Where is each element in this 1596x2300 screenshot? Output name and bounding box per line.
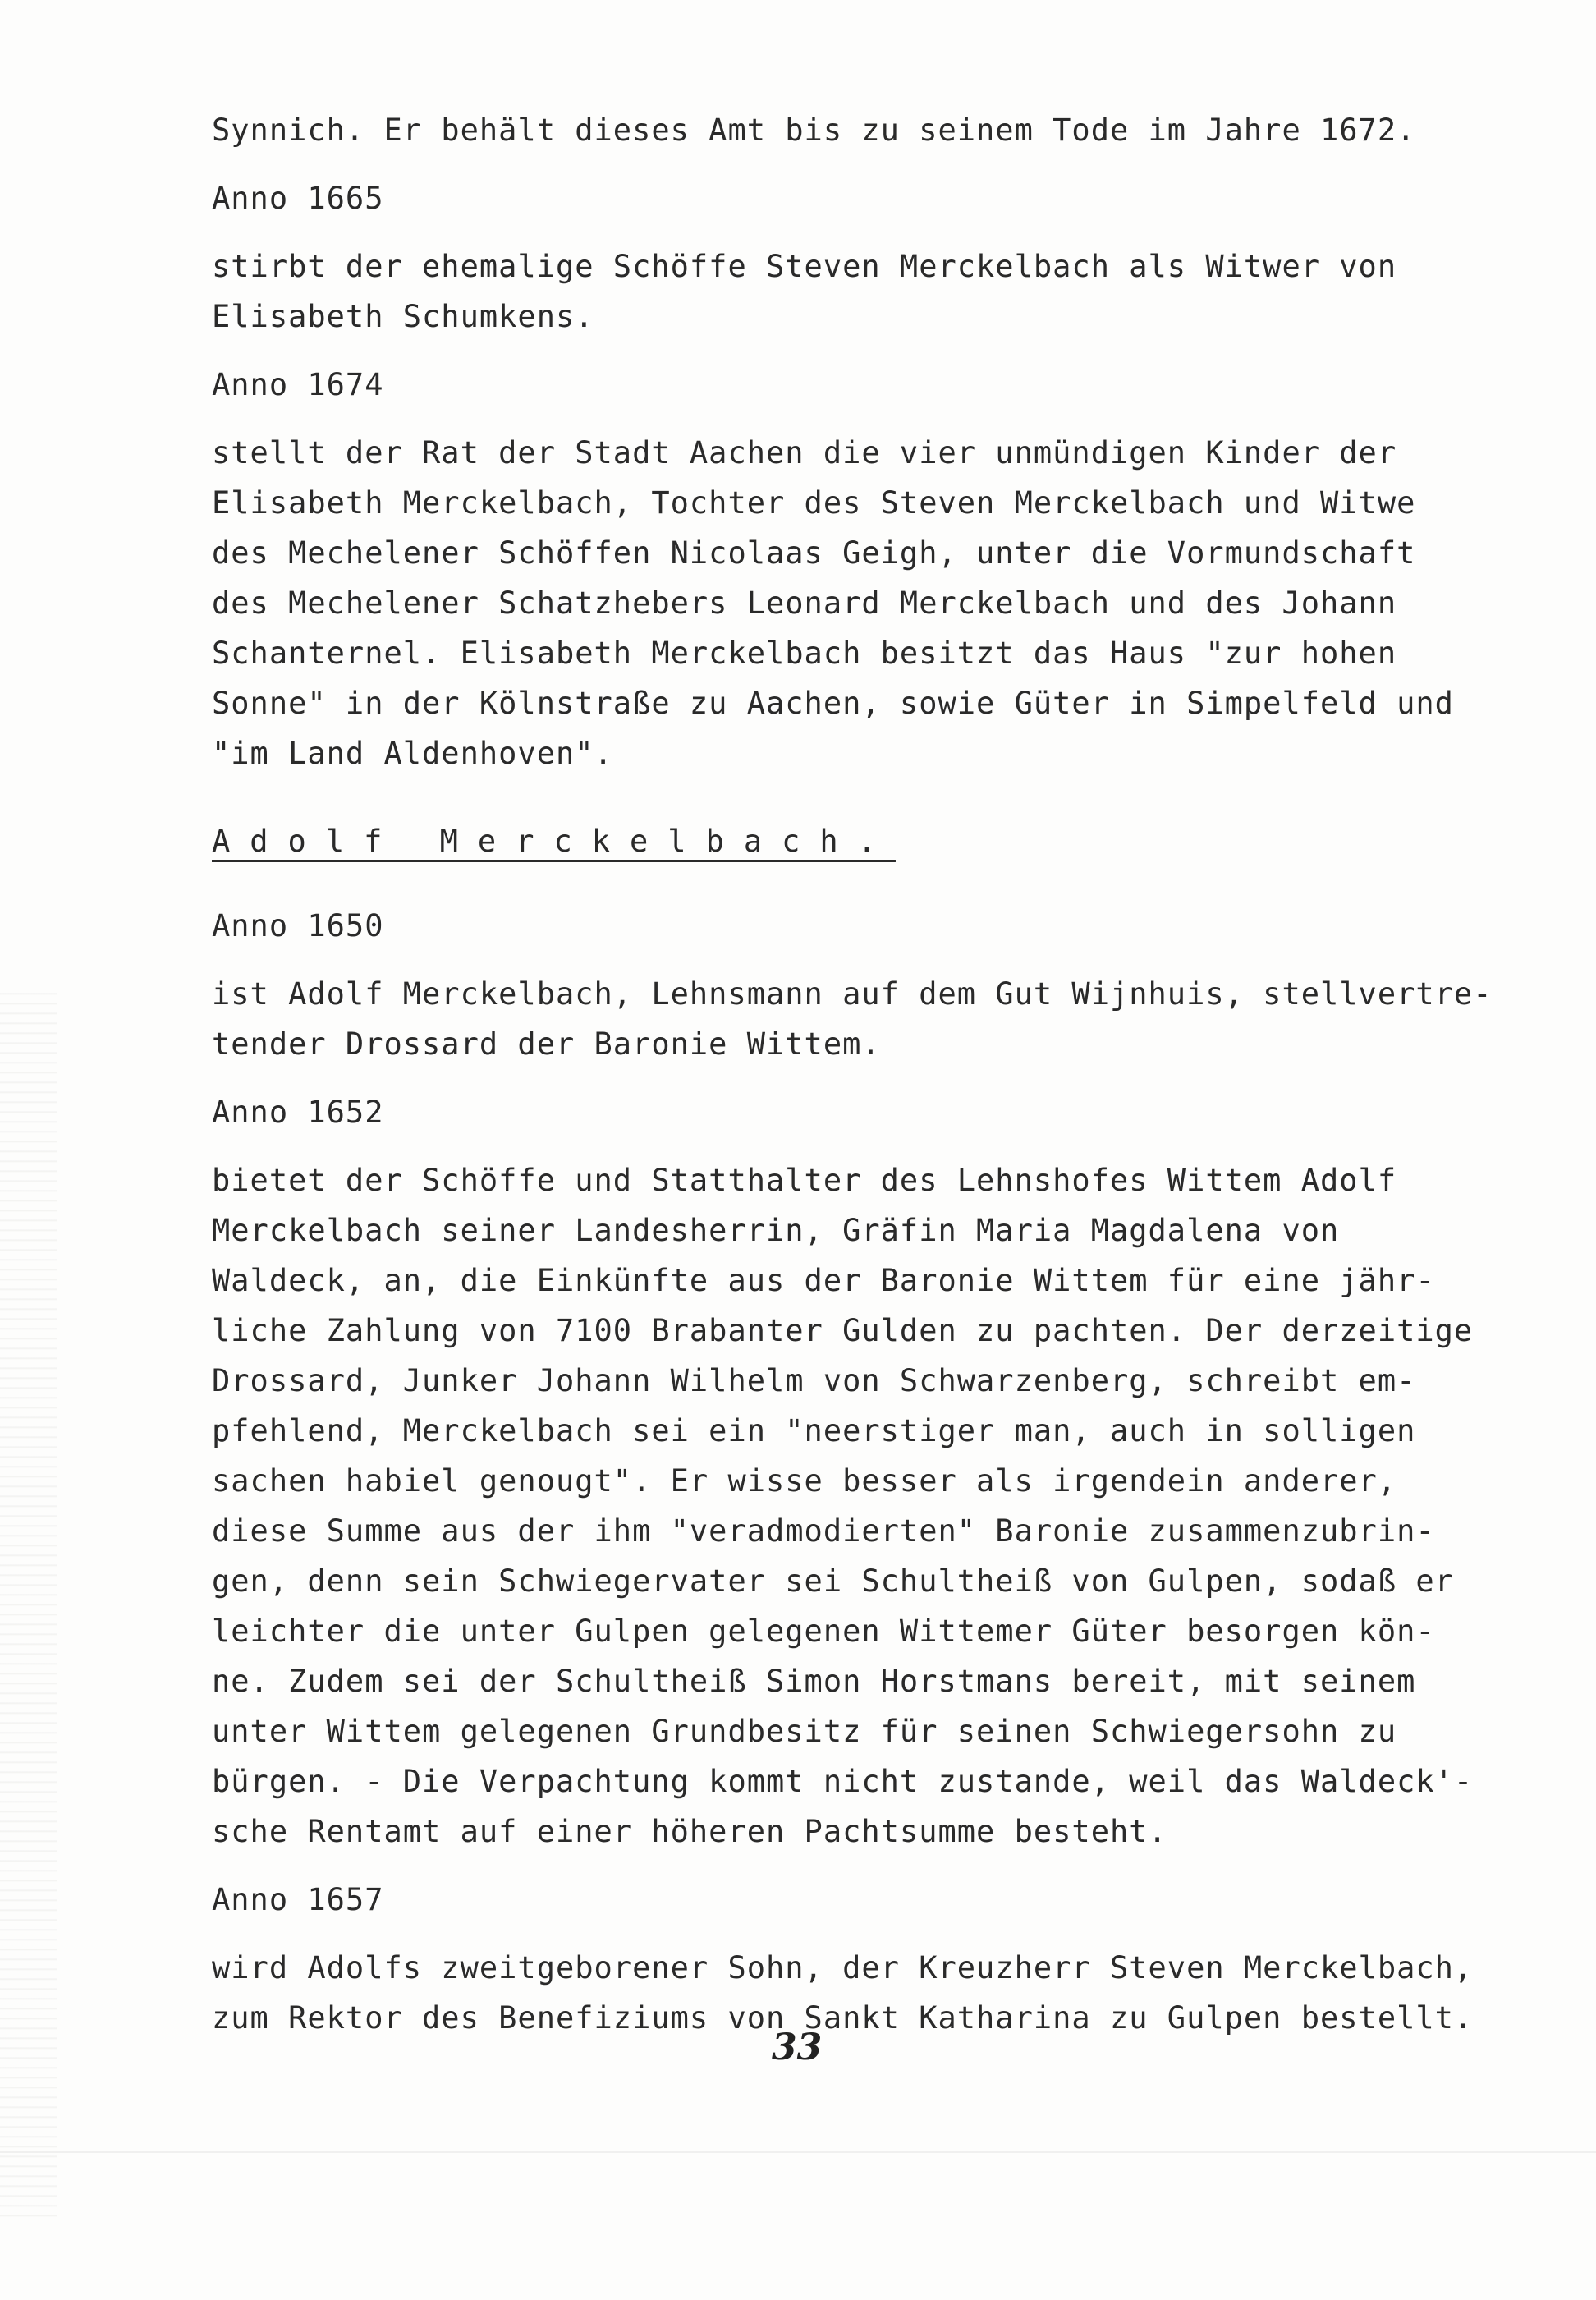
text-line: wird Adolfs zweitgeborener Sohn, der Kreuzherr Steven Merckelbach,: [212, 1950, 1474, 1986]
text-line: des Mechelener Schöffen Nicolaas Geigh, unter die Vormundschaft: [212, 535, 1416, 571]
text-line: unter Wittem gelegenen Grundbesitz für seinen Schwiegersohn zu: [212, 1714, 1397, 1749]
text-line: Elisabeth Merckelbach, Tochter des Steven Merckelbach und Witwe: [212, 485, 1416, 521]
page-number: 33: [772, 2027, 823, 2068]
text-line: Waldeck, an, die Einkünfte aus der Baronie Wittem für eine jähr-: [212, 1263, 1435, 1298]
text-line: tender Drossard der Baronie Wittem.: [212, 1026, 881, 1062]
text-line: Sonne" in der Kölnstraße zu Aachen, sowie Güter in Simpelfeld und: [212, 686, 1454, 721]
year-heading-1652: Anno 1652: [212, 1095, 384, 1130]
section-heading-wrapper: [212, 778, 1558, 883]
text-line: Drossard, Junker Johann Wilhelm von Schwarzenberg, schreibt em-: [212, 1363, 1416, 1398]
text-line: diese Summe aus der ihm "veradmodierten" Baronie zusammenzubrin-: [212, 1513, 1435, 1549]
text-line: Merckelbach seiner Landesherrin, Gräfin Maria Magdalena von: [212, 1213, 1340, 1248]
scan-bottom-edge: [0, 2151, 1596, 2153]
text-line: sche Rentamt auf einer höheren Pachtsumme besteht.: [212, 1814, 1167, 1849]
year-heading-1674: Anno 1674: [212, 367, 384, 402]
text-line: ne. Zudem sei der Schultheiß Simon Horstmans bereit, mit seinem: [212, 1664, 1416, 1699]
text-line: stellt der Rat der Stadt Aachen die vier unmündigen Kinder der: [212, 435, 1397, 471]
text-line: bietet der Schöffe und Statthalter des Lehnshofes Wittem Adolf: [212, 1163, 1397, 1198]
text-line: leichter die unter Gulpen gelegenen Wittemer Güter besorgen kön-: [212, 1614, 1435, 1649]
text-line: stirbt der ehemalige Schöffe Steven Merckelbach als Witwer von: [212, 249, 1397, 284]
text-line: pfehlend, Merckelbach sei ein "neerstiger man, auch in solligen: [212, 1413, 1416, 1448]
text-line: "im Land Aldenhoven".: [212, 736, 613, 771]
year-heading-1650: Anno 1650: [212, 908, 384, 943]
text-line: gen, denn sein Schwiegervater sei Schultheiß von Gulpen, sodaß er: [212, 1563, 1454, 1599]
text-line: ist Adolf Merckelbach, Lehnsmann auf dem Gut Wijnhuis, stellvertre-: [212, 976, 1493, 1012]
year-heading-1665: Anno 1665: [212, 181, 384, 216]
text-line: zum Rektor des Benefiziums von Sankt Katharina zu Gulpen bestellt.: [212, 2000, 1474, 2036]
text-line: sachen habiel genougt". Er wisse besser als irgendein anderer,: [212, 1463, 1397, 1499]
typed-text-body: [212, 105, 1558, 2043]
text-line: bürgen. - Die Verpachtung kommt nicht zustande, weil das Waldeck'-: [212, 1764, 1474, 1799]
text-line: des Mechelener Schatzhebers Leonard Merckelbach und des Johann: [212, 585, 1397, 621]
year-heading-1657: Anno 1657: [212, 1882, 384, 1917]
text-line: liche Zahlung von 7100 Brabanter Gulden zu pachten. Der derzeitige: [212, 1313, 1474, 1348]
text-line: Schanternel. Elisabeth Merckelbach besitzt das Haus "zur hohen: [212, 636, 1397, 671]
intro-line: Synnich. Er behält dieses Amt bis zu seinem Tode im Jahre 1672.: [212, 112, 1416, 148]
text-line: Elisabeth Schumkens.: [212, 299, 594, 334]
scan-edge-speckle: [0, 985, 57, 2217]
section-heading: Adolf Merckelbach.: [212, 824, 896, 859]
